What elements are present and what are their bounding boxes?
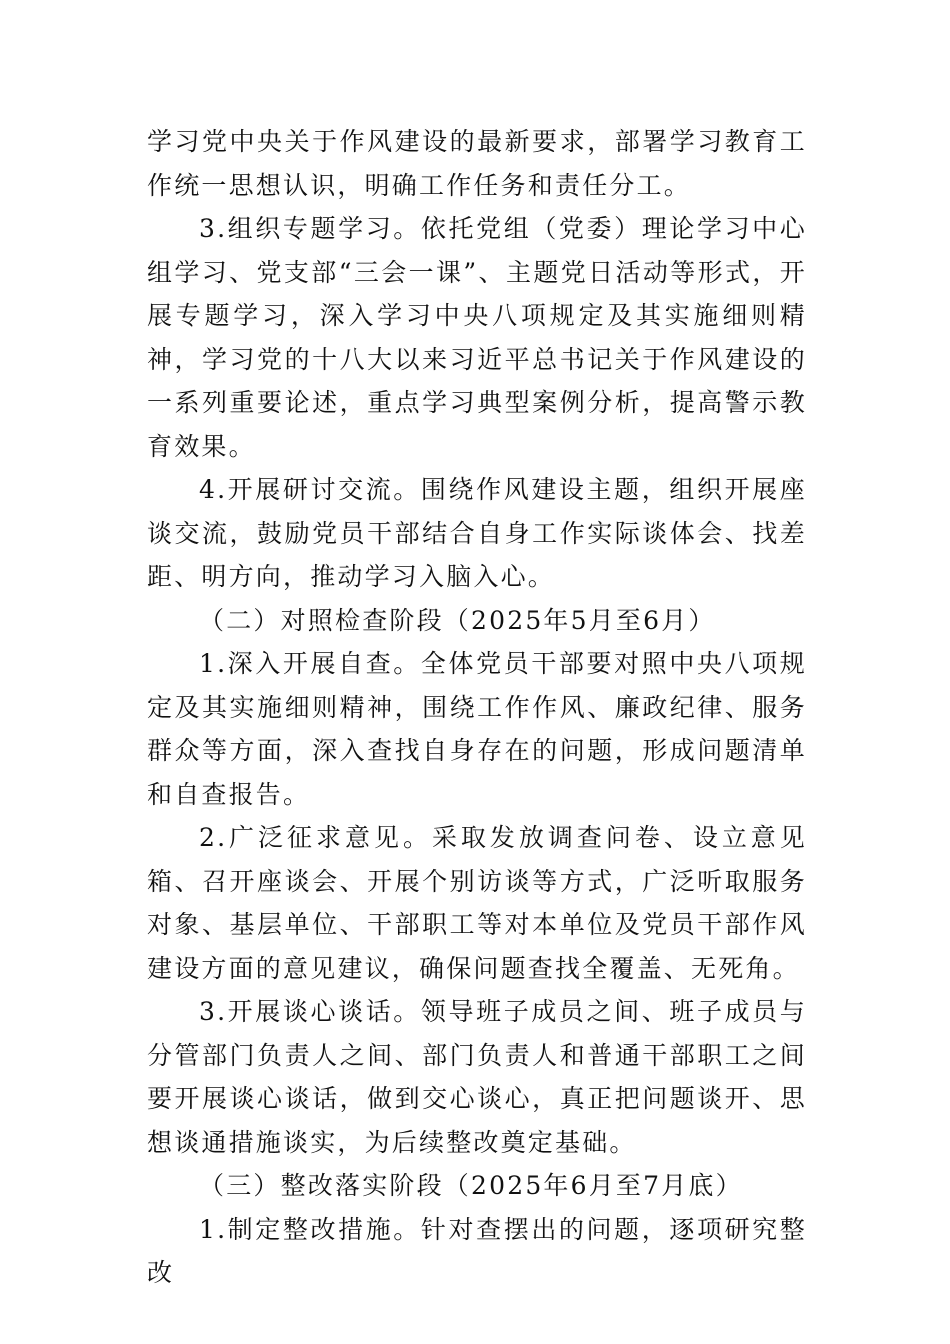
section-heading-rectification-stage: （三）整改落实阶段（2025年6月至7月底） <box>199 1171 743 1200</box>
paragraph-item-organize-study: 3.组织专题学习。依托党组（党委）理论学习中心组学习、党支部“三会一课”、主题党日活动等形式，开展专题学习，深入学习中央八项规定及其实施细则精神，学习党的十八大以来习近平总书记关于作风建设的一系列重要论述，重点学习典型案例分析，提高警示教育效果。 <box>147 214 807 461</box>
paragraph-continuation: 学习党中央关于作风建设的最新要求，部署学习教育工作统一思想认识，明确工作任务和责任分工。 <box>147 127 807 200</box>
document-body <box>147 120 807 1295</box>
paragraph-item-rectification-measures: 1.制定整改措施。针对查摆出的问题，逐项研究整改 <box>147 1214 807 1287</box>
paragraph-item-heart-talk: 3.开展谈心谈话。领导班子成员之间、班子成员与分管部门负责人之间、部门负责人和普通干部职工之间要开展谈心谈话，做到交心谈心，真正把问题谈开、思想谈通措施谈实，为后续整改奠定基础。 <box>147 997 807 1157</box>
paragraph-item-self-check: 1.深入开展自查。全体党员干部要对照中央八项规定及其实施细则精神，围绕工作作风、廉政纪律、服务群众等方面，深入查找自身存在的问题，形成问题清单和自查报告。 <box>147 649 807 809</box>
paragraph-item-solicit-opinions: 2.广泛征求意见。采取发放调查问卷、设立意见箱、召开座谈会、开展个别访谈等方式，广泛听取服务对象、基层单位、干部职工等对本单位及党员干部作风建设方面的意见建议，确保问题查找全覆盖、无死角。 <box>147 823 807 983</box>
section-heading-inspection-stage: （二）对照检查阶段（2025年5月至6月） <box>199 605 716 635</box>
paragraph-item-discussion: 4.开展研讨交流。围绕作风建设主题，组织开展座谈交流，鼓励党员干部结合自身工作实际谈体会、找差距、明方向，推动学习入脑入心。 <box>147 475 807 591</box>
